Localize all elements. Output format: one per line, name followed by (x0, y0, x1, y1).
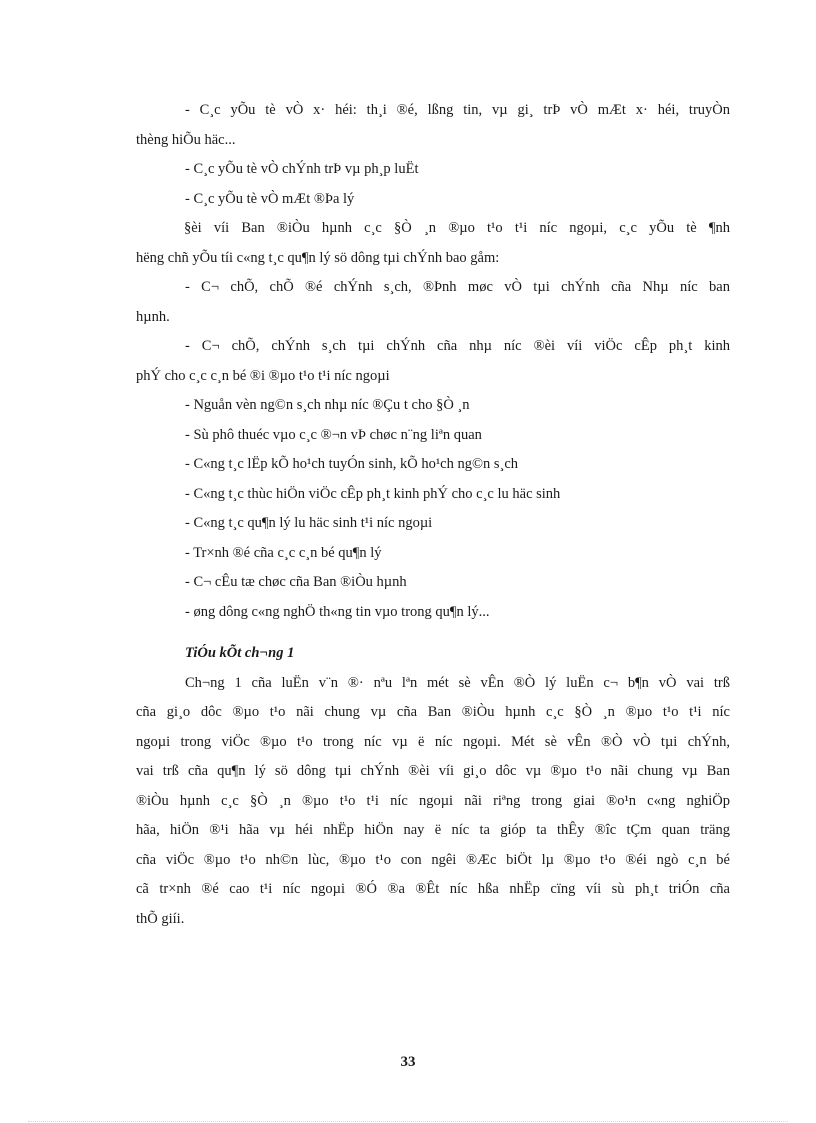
page-bottom-divider (28, 1121, 788, 1122)
text-line: - C¸c yÕu tè vÒ chÝnh trÞ vµ ph¸p luËt (185, 161, 419, 177)
text-line: - C«ng t¸c lËp kÕ ho¹ch tuyÓn sinh, kÕ ho¹ch ng©n s¸ch (185, 456, 519, 472)
summary-line: cã tr×nh ®é cao t¹i níc ngoµi ®Ó ®a ®Êt níc hßa nhËp cïng víi sù ph¸t triÓn cña (136, 881, 730, 897)
text-line: hµnh. (136, 308, 170, 325)
summary-line: hãa, hiÖn ®¹i hãa vµ héi nhËp hiÖn nay ë níc ta gióp ta thÊy ®îc tÇm quan träng (136, 822, 730, 838)
text-line: - C¬ cÊu tæ chøc cña Ban ®iÒu hµnh (185, 574, 407, 590)
text-line: - C¸c yÕu tè vÒ x· héi: th¸i ®é, lßng tin, vµ gi¸ trÞ vÒ mÆt x· héi, truyÒn (185, 102, 730, 118)
text-line: hëng chñ yÕu tíi c«ng t¸c qu¶n lý sö dông tµi chÝnh bao gåm: (136, 249, 500, 266)
page-body (136, 96, 730, 934)
text-line: thèng hiÕu häc... (136, 131, 236, 148)
text-line: - C«ng t¸c thùc hiÖn viÖc cÊp ph¸t kinh phÝ cho c¸c lu häc sinh (185, 485, 561, 502)
text-line: - øng dông c«ng nghÖ th«ng tin vµo trong qu¶n lý... (185, 603, 490, 620)
text-line: - C«ng t¸c qu¶n lý lu häc sinh t¹i níc ngoµi (185, 515, 433, 531)
text-line: §èi víi Ban ®iÒu hµnh c¸c §Ò ¸n ®µo t¹o t¹i níc ngoµi, c¸c yÕu tè ¶nh (184, 220, 730, 236)
summary-line: thÕ giíi. (136, 910, 185, 927)
text-line: - C¬ chÕ, chÝnh s¸ch tµi chÝnh cña nhµ níc ®èi víi viÖc cÊp ph¸t kinh (185, 338, 730, 354)
summary-line: cña viÖc ®µo t¹o nh©n lùc, ®µo t¹o con ngêi ®Æc biÖt lµ ®µo t¹o ®éi ngò c¸n bé (136, 851, 730, 868)
text-line: - Tr×nh ®é cña c¸c c¸n bé qu¶n lý (185, 544, 382, 561)
summary-line: Ch¬ng 1 cña luËn v¨n ®· nªu lªn mét sè vÊn ®Ò lý luËn c¬ b¶n vÒ vai trß (185, 674, 730, 691)
text-line: phÝ cho c¸c c¸n bé ®i ®µo t¹o t¹i níc ngoµi (136, 367, 390, 384)
section-heading: TiÓu kÕt ch¬ng 1 (185, 645, 295, 661)
text-line: - C¬ chÕ, chÕ ®é chÝnh s¸ch, ®Þnh møc vÒ tµi chÝnh cña Nhµ níc ban (185, 279, 730, 295)
text-line: - Sù phô thuéc vµo c¸c ®¬n vÞ chøc n¨ng liªn quan (185, 426, 482, 443)
summary-line: ®iÒu hµnh c¸c §Ò ¸n ®µo t¹o t¹i níc ngoµi nãi riªng trong giai ®o¹n c«ng nghiÖp (136, 792, 730, 809)
text-line: - Nguån vèn ng©n s¸ch nhµ níc ®Çu t cho §Ò ¸n (185, 397, 470, 413)
page-number: 33 (400, 1054, 416, 1070)
summary-line: vai trß cña qu¶n lý sö dông tµi chÝnh ®èi víi gi¸o dôc vµ ®µo t¹o nãi chung vµ Ban (136, 763, 730, 779)
text-line: - C¸c yÕu tè vÒ mÆt ®Þa lý (185, 190, 355, 207)
summary-line: cña gi¸o dôc ®µo t¹o nãi chung vµ cña Ban ®iÒu hµnh c¸c §Ò ¸n ®µo t¹o t¹i níc (136, 704, 730, 720)
summary-line: ngoµi trong viÖc ®µo t¹o trong níc vµ ë níc ngoµi. Mét sè vÊn ®Ò vÒ tµi chÝnh, (136, 733, 730, 750)
